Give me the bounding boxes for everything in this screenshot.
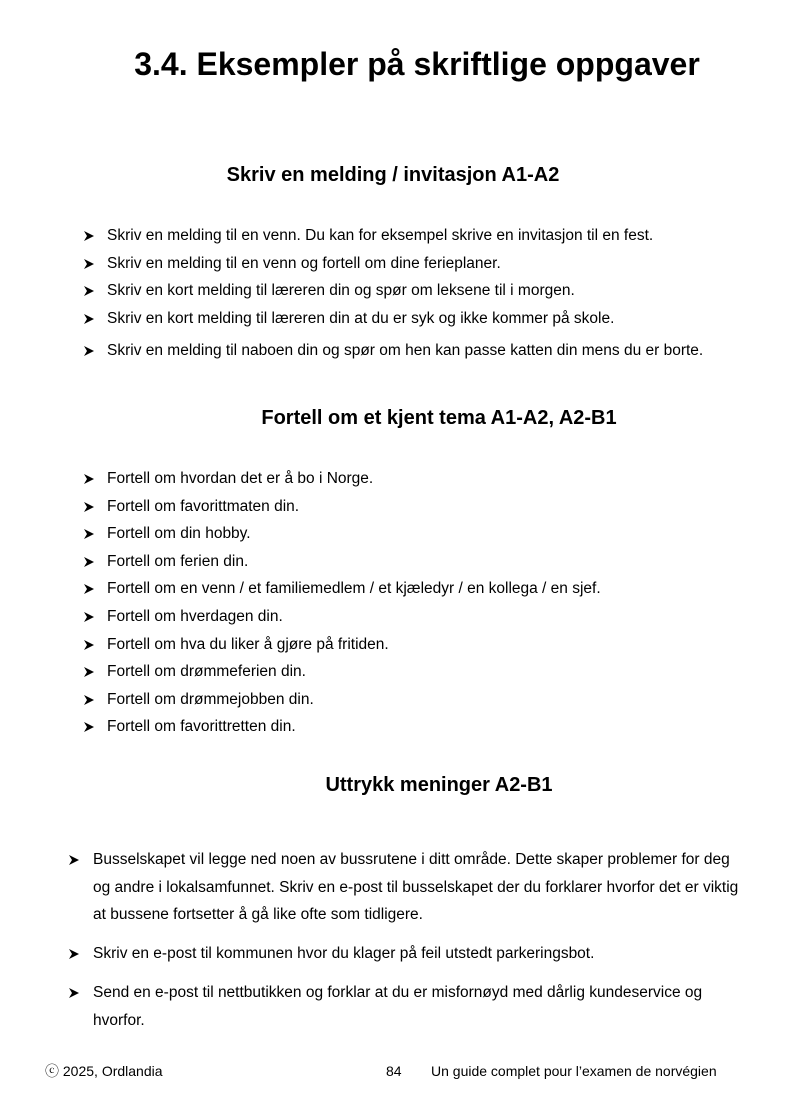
list-item <box>83 308 703 336</box>
list-item-text: Skriv en e-post til kommunen hvor du klager på feil utstedt parkeringsbot. <box>93 945 595 963</box>
arrowhead-bullet-icon <box>68 854 80 866</box>
list-item <box>83 606 601 634</box>
arrowhead-bullet-icon <box>68 948 80 960</box>
arrowhead-bullet-icon <box>83 313 95 325</box>
list-item-text: Skriv en kort melding til læreren din at du er syk og ikke kommer på skole. <box>107 310 615 328</box>
list-item-text: Skriv en melding til en venn og fortell om dine ferieplaner. <box>107 254 501 272</box>
list-item-text: Send en e-post til nettbutikken og forklar at du er misfornøyd med dårlig kundeservice og hvorfor. <box>93 983 703 1029</box>
list-item <box>83 551 601 579</box>
list-item-text: Fortell om favorittmaten din. <box>107 497 300 515</box>
list-item-text: Skriv en kort melding til læreren din og spør om leksene til i morgen. <box>107 282 575 300</box>
list-item-text: Fortell om din hobby. <box>107 525 251 543</box>
section-heading-meninger: Uttrykk meninger A2-B1 <box>325 774 553 796</box>
list-item-text: Fortell om ferien din. <box>107 552 249 570</box>
task-list-fortell <box>83 468 601 744</box>
list-item <box>68 846 748 929</box>
arrowhead-bullet-icon <box>83 528 95 540</box>
arrowhead-bullet-icon <box>83 345 95 357</box>
section-heading-fortell: Fortell om et kjent tema A1-A2, A2-B1 <box>261 407 617 429</box>
footer-copyright: ⓒ 2025, Ordlandia <box>45 1063 163 1079</box>
task-list-melding <box>83 225 703 367</box>
list-item-text: Fortell om drømmeferien din. <box>107 663 306 681</box>
list-item-text: Fortell om hva du liker å gjøre på fritiden. <box>107 635 389 653</box>
list-item-text: Skriv en melding til naboen din og spør om hen kan passe katten din mens du er borte. <box>107 341 704 359</box>
arrowhead-bullet-icon <box>83 258 95 270</box>
section-heading-melding: Skriv en melding / invitasjon A1-A2 <box>226 164 560 186</box>
footer-page-number: 84 <box>386 1063 402 1079</box>
list-item-text: Fortell om hverdagen din. <box>107 607 283 625</box>
arrowhead-bullet-icon <box>83 666 95 678</box>
list-item <box>83 689 601 717</box>
list-item <box>68 940 748 968</box>
task-list-meninger <box>68 846 748 1045</box>
arrowhead-bullet-icon <box>83 285 95 297</box>
list-item <box>83 716 601 744</box>
list-item-text: Busselskapet vil legge ned noen av bussrutene i ditt område. Dette skaper problemer for deg og andre i lokalsamfunnet. Skriv en e-post til busselskapet der du forklarer hvorfor det er viktig at bussene fortsetter å gå like ofte som tidligere. <box>93 851 739 924</box>
arrowhead-bullet-icon <box>83 556 95 568</box>
arrowhead-bullet-icon <box>83 639 95 651</box>
list-item-text: Fortell om hvordan det er å bo i Norge. <box>107 470 374 487</box>
list-item-text: Fortell om drømmejobben din. <box>107 690 314 708</box>
list-item <box>83 468 601 496</box>
arrowhead-bullet-icon <box>83 501 95 513</box>
list-item-text: Fortell om favorittretten din. <box>107 718 296 736</box>
footer-book-title: Un guide complet pour l’examen de norvégien <box>431 1063 717 1079</box>
arrowhead-bullet-icon <box>83 721 95 733</box>
list-item <box>83 280 703 308</box>
list-item <box>68 979 748 1034</box>
arrowhead-bullet-icon <box>83 583 95 595</box>
list-item <box>83 225 703 253</box>
list-item <box>83 661 601 689</box>
page-title: 3.4. Eksempler på skriftlige oppgaver <box>134 46 700 82</box>
list-item <box>83 340 703 368</box>
list-item <box>83 578 601 606</box>
list-item <box>83 634 601 662</box>
list-item <box>83 523 601 551</box>
arrowhead-bullet-icon <box>83 473 95 485</box>
list-item <box>83 496 601 524</box>
arrowhead-bullet-icon <box>83 611 95 623</box>
list-item-text: Fortell om en venn / et familiemedlem / et kjæledyr / en kollega / en sjef. <box>107 580 601 598</box>
list-item-text: Skriv en melding til en venn. Du kan for eksempel skrive en invitasjon til en fest. <box>107 227 654 244</box>
list-item <box>83 253 703 281</box>
arrowhead-bullet-icon <box>83 694 95 706</box>
arrowhead-bullet-icon <box>68 987 80 999</box>
arrowhead-bullet-icon <box>83 230 95 242</box>
